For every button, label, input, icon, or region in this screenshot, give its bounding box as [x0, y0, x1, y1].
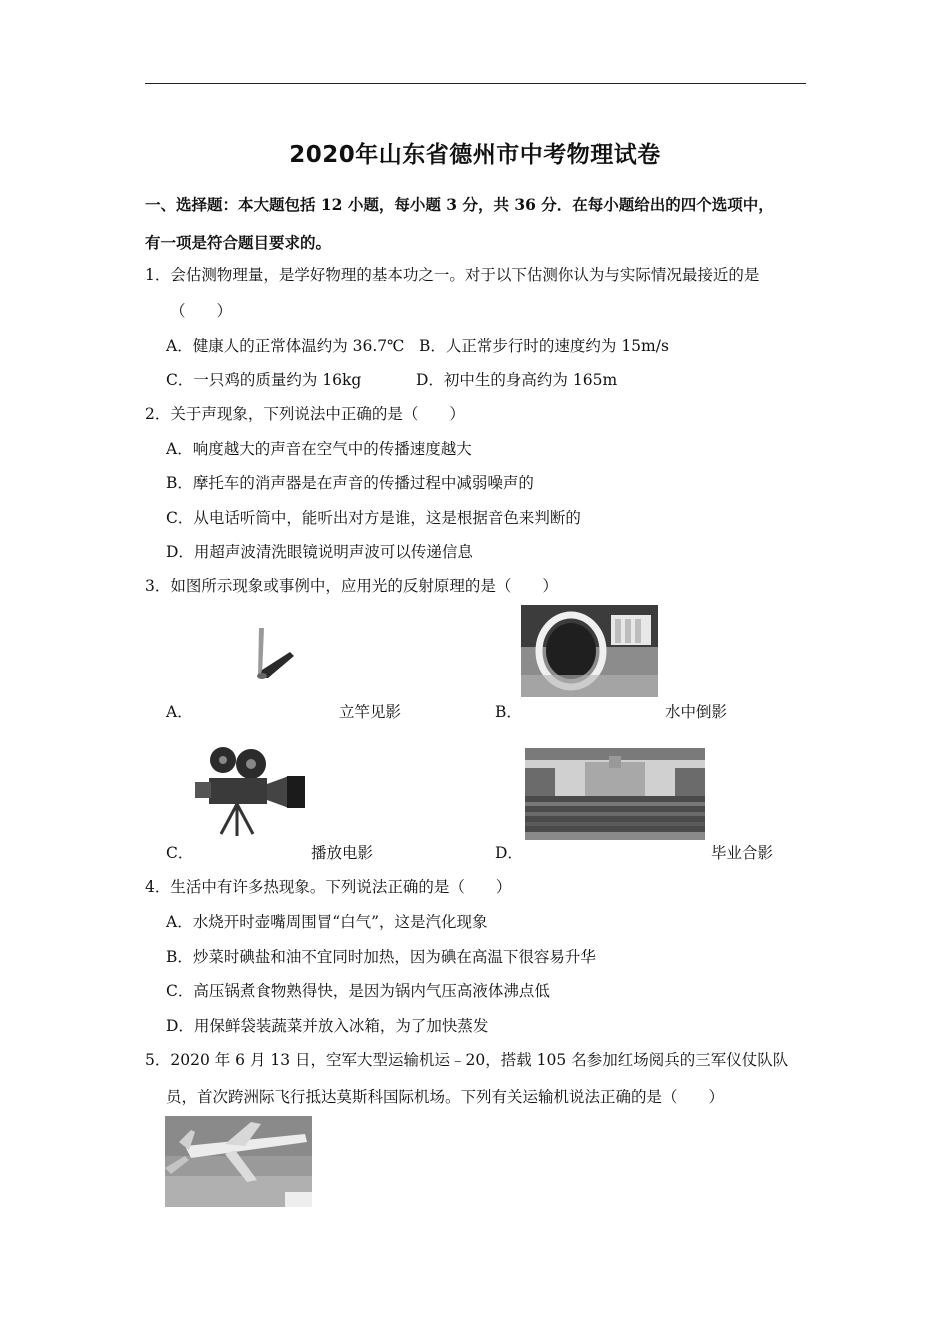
q3-stem: 3．如图所示现象或事例中，应用光的反射原理的是（ ）	[145, 577, 558, 595]
q5-stem-line1: 5．2020 年 6 月 13 日，空军大型运输机运﹣20，搭载 105 名参加红场阅兵的三军仪仗队队	[145, 1051, 789, 1069]
transport-plane-image	[165, 1116, 312, 1207]
q3-option-a-label: A．	[166, 703, 193, 721]
q2-option-c: C．从电话听筒中，能听出对方是谁，这是根据音色来判断的	[166, 509, 581, 527]
q1-answer-paren: （ ）	[170, 302, 233, 320]
q4-option-d: D．用保鲜袋装蔬菜并放入冰箱，为了加快蒸发	[166, 1017, 489, 1035]
header-rule	[145, 83, 806, 84]
q1-stem: 1．会估测物理量，是学好物理的基本功之一。对于以下估测你认为与实际情况最接近的是	[145, 266, 760, 284]
q3-option-d-caption: 毕业合影	[711, 844, 774, 862]
q2-option-d: D．用超声波清洗眼镜说明声波可以传递信息	[166, 543, 473, 561]
section-heading-line2: 有一项是符合题目要求的。	[145, 233, 332, 252]
q3-option-a-caption: 立竿见影	[339, 703, 402, 721]
section-heading-line1: 一、选择题：本大题包括 12 小题，每小题 3 分，共 36 分．在每小题给出的四个选项中，	[145, 195, 774, 214]
q4-option-c: C．高压锅煮食物熟得快，是因为锅内气压高液体沸点低	[166, 982, 550, 1000]
q2-option-b: B．摩托车的消声器是在声音的传播过程中减弱噪声的	[166, 474, 534, 492]
q3-option-c-label: C．	[166, 844, 194, 862]
q3-option-b-caption: 水中倒影	[665, 703, 728, 721]
pole-shadow-image	[250, 626, 295, 682]
graduation-photo-image	[525, 748, 705, 840]
q3-option-c-caption: 播放电影	[311, 844, 374, 862]
film-projector-image	[193, 746, 308, 838]
q4-option-a: A．水烧开时壶嘴周围冒“白气”，这是汽化现象	[166, 913, 488, 931]
page-title: 2020年山东省德州市中考物理试卷	[289, 142, 661, 168]
q3-option-b-label: B．	[495, 703, 522, 721]
water-reflection-image	[521, 605, 658, 697]
q3-option-d-label: D．	[495, 844, 523, 862]
q4-stem: 4．生活中有许多热现象。下列说法正确的是（ ）	[145, 878, 512, 896]
q5-stem-line2: 员，首次跨洲际飞行抵达莫斯科国际机场。下列有关运输机说法正确的是（ ）	[166, 1088, 725, 1106]
q1-option-c: C．一只鸡的质量约为 16kg	[166, 371, 362, 389]
q1-option-d: D．初中生的身高约为 165m	[416, 371, 618, 389]
q2-stem: 2．关于声现象，下列说法中正确的是（ ）	[145, 405, 465, 423]
q1-option-a: A．健康人的正常体温约为 36.7℃	[166, 337, 405, 355]
q4-option-b: B．炒菜时碘盐和油不宜同时加热，因为碘在高温下很容易升华	[166, 948, 596, 966]
q1-option-b: B．人正常步行时的速度约为 15m/s	[419, 337, 669, 355]
q2-option-a: A．响度越大的声音在空气中的传播速度越大	[166, 440, 472, 458]
